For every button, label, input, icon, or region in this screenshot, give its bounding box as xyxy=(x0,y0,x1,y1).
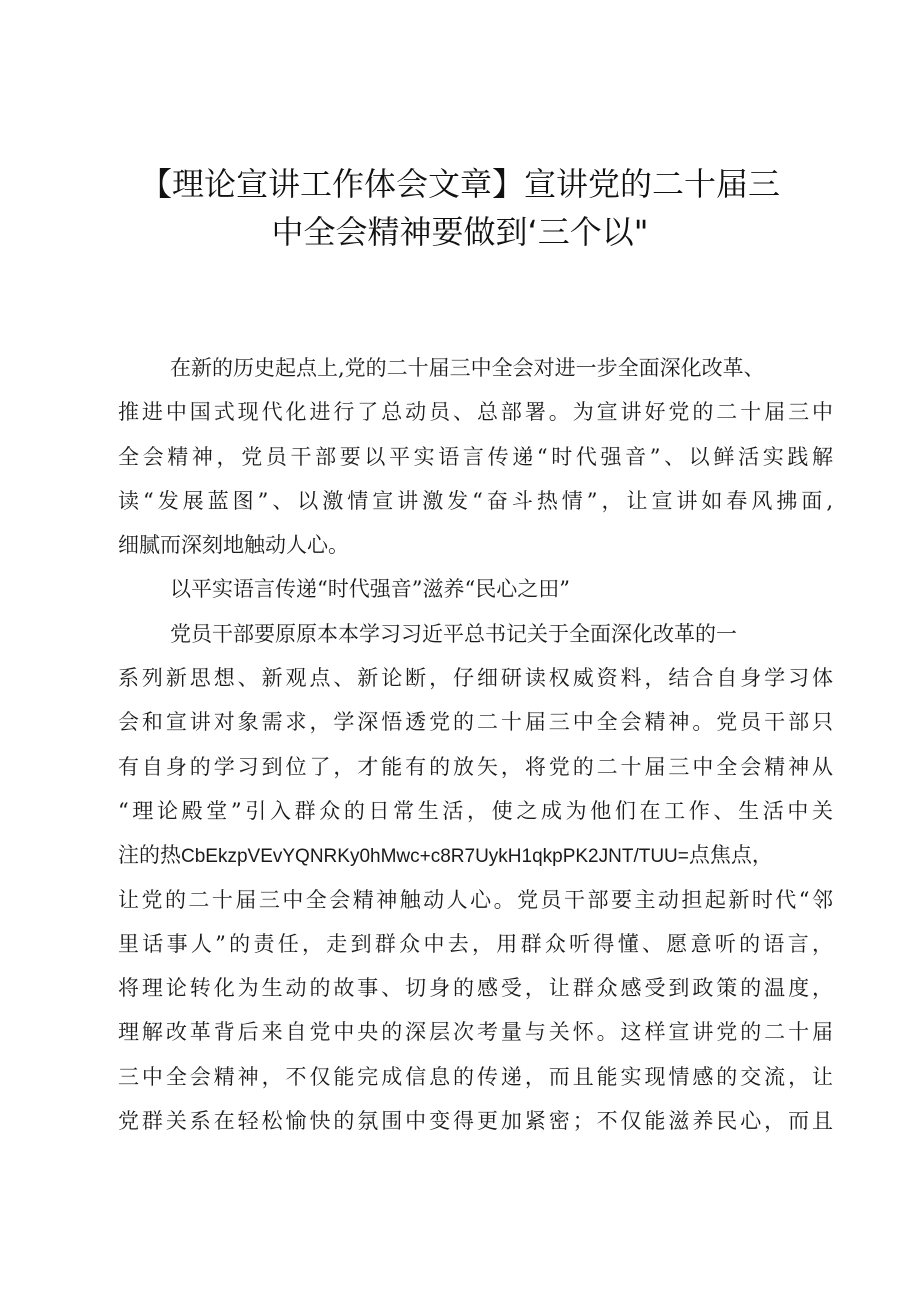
paragraph-line: 全会精神，党员干部要以平实语言传递“时代强音”、以鲜活实践解 xyxy=(118,444,833,469)
line-suffix-text: 点焦点， xyxy=(688,843,773,868)
garbled-text: CbEkzpVEvYQNRKy0hMwc+c8R7UykH1qkpPK2JNT/TUU= xyxy=(181,846,689,868)
title-line: 【理论宣讲工作体会文章】宣讲党的二十届三 xyxy=(139,165,780,203)
paragraph-line: 在新的历史起点上,党的二十届三中全会对进一步全面深化改革、 xyxy=(170,356,765,380)
paragraph-line: “理论殿堂”引入群众的日常生活，使之成为他们在工作、生活中关 xyxy=(118,798,833,823)
paragraph-line: 理解改革背后来自党中央的深层次考量与关怀。这样宣讲党的二十届 xyxy=(118,1020,833,1045)
paragraph-line: 让党的二十届三中全会精神触动人心。党员干部要主动担起新时代“邻 xyxy=(118,887,833,912)
section-heading: 以平实语言传递“时代强音”滋养“民心之田” xyxy=(170,577,570,602)
paragraph-line: 会和宣讲对象需求，学深悟透党的二十届三中全会精神。党员干部只 xyxy=(118,710,833,735)
paragraph-line: 三中全会精神，不仅能完成信息的传递，而且能实现情感的交流，让 xyxy=(118,1064,833,1089)
paragraph-line: 里话事人”的责任，走到群众中去，用群众听得懂、愿意听的语言， xyxy=(118,931,833,956)
document-body xyxy=(118,346,833,1143)
paragraph-line: 将理论转化为生动的故事、切身的感受，让群众感受到政策的温度， xyxy=(118,976,833,1001)
document-title xyxy=(60,160,860,256)
line-prefix-text: 注的热 xyxy=(118,843,181,868)
paragraph-line: 有自身的学习到位了，才能有的放矢，将党的二十届三中全会精神从 xyxy=(118,754,833,779)
paragraph-line: 党员干部要原原本本学习习近平总书记关于全面深化改革的一 xyxy=(170,621,737,646)
paragraph-line xyxy=(118,833,833,877)
paragraph-line: 读“发展蓝图”、以激情宣讲激发“奋斗热情”，让宣讲如春风拂面, xyxy=(118,488,833,513)
paragraph-line: 推进中国式现代化进行了总动员、总部署。为宣讲好党的二十届三中 xyxy=(118,400,833,425)
paragraph-line: 细腻而深刻地触动人心。 xyxy=(118,533,349,558)
paragraph-line: 党群关系在轻松愉快的氛围中变得更加紧密；不仅能滋养民心，而且 xyxy=(118,1109,833,1134)
paragraph-line: 系列新思想、新观点、新论断，仔细研读权威资料，结合自身学习体 xyxy=(118,666,833,691)
title-line: 中全会精神要做到‘三个以" xyxy=(271,213,649,251)
